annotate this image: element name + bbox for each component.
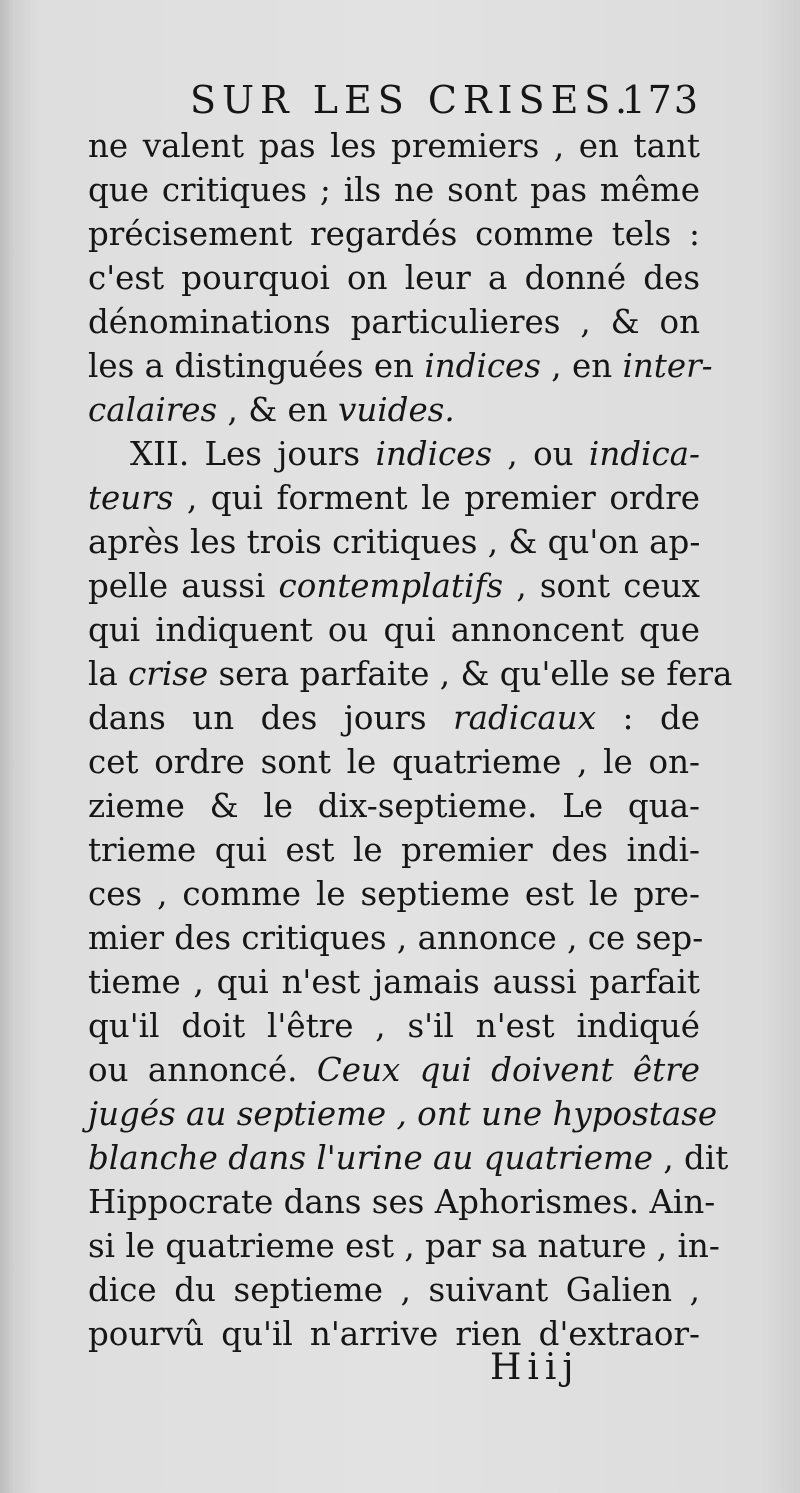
text-line: blanche dans l'urine au quatrieme , dit <box>88 1139 729 1177</box>
text-line: mier des critiques , annonce , ce sep- <box>88 919 704 957</box>
text-line: tieme , qui n'est jamais aussi parfait <box>88 963 700 1001</box>
paragraph-start-line: XII. Les jours indices , ou indica- <box>130 435 701 473</box>
text-line: après les trois critiques , & qu'on ap- <box>88 523 701 561</box>
text-line: les a distinguées en indices , en inter- <box>88 347 713 385</box>
text-line: jugés au septieme , ont une hypostase <box>88 1095 718 1133</box>
text-line: trieme qui est le premier des indi- <box>88 831 700 869</box>
text-line: cet ordre sont le quatrieme , le on- <box>88 743 700 781</box>
text-line: teurs , qui forment le premier ordre <box>88 479 700 517</box>
text-line: précisement regardés comme tels : <box>88 215 700 253</box>
text-line: la crise sera parfaite , & qu'elle se fera <box>88 655 733 693</box>
text-line: Hippocrate dans ses Aphorismes. Ain- <box>88 1183 716 1221</box>
text-line: si le quatrieme est , par sa nature , in- <box>88 1227 720 1265</box>
text-line: dans un des jours radicaux : de <box>88 699 700 737</box>
page-header <box>190 76 702 124</box>
text-line: calaires , & en vuides. <box>88 391 455 429</box>
signature-mark: Hiij <box>490 1347 580 1388</box>
text-line: qu'il doit l'être , s'il n'est indiqué <box>88 1007 700 1045</box>
text-line: qui indiquent ou qui annoncent que <box>88 611 700 649</box>
text-line: dénominations particulieres , & on <box>88 303 700 341</box>
text-line: zieme & le dix-septieme. Le qua- <box>88 787 700 825</box>
text-line: ou annoncé. Ceux qui doivent être <box>88 1051 700 1089</box>
text-line: que critiques ; ils ne sont pas même <box>88 171 700 209</box>
text-line: dice du septieme , suivant Galien , <box>88 1271 700 1309</box>
text-line: pelle aussi contemplatifs , sont ceux <box>88 567 700 605</box>
text-line: pourvû qu'il n'arrive rien d'extraor- <box>88 1315 700 1353</box>
text-line: c'est pourquoi on leur a donné des <box>88 259 700 297</box>
body-text <box>88 124 733 1356</box>
text-line: ne valent pas les premiers , en tant <box>88 127 700 165</box>
text-line: ces , comme le septieme est le pre- <box>88 875 700 913</box>
page-number: 173 <box>621 78 700 122</box>
running-head: SUR LES CRISES. <box>190 78 634 122</box>
